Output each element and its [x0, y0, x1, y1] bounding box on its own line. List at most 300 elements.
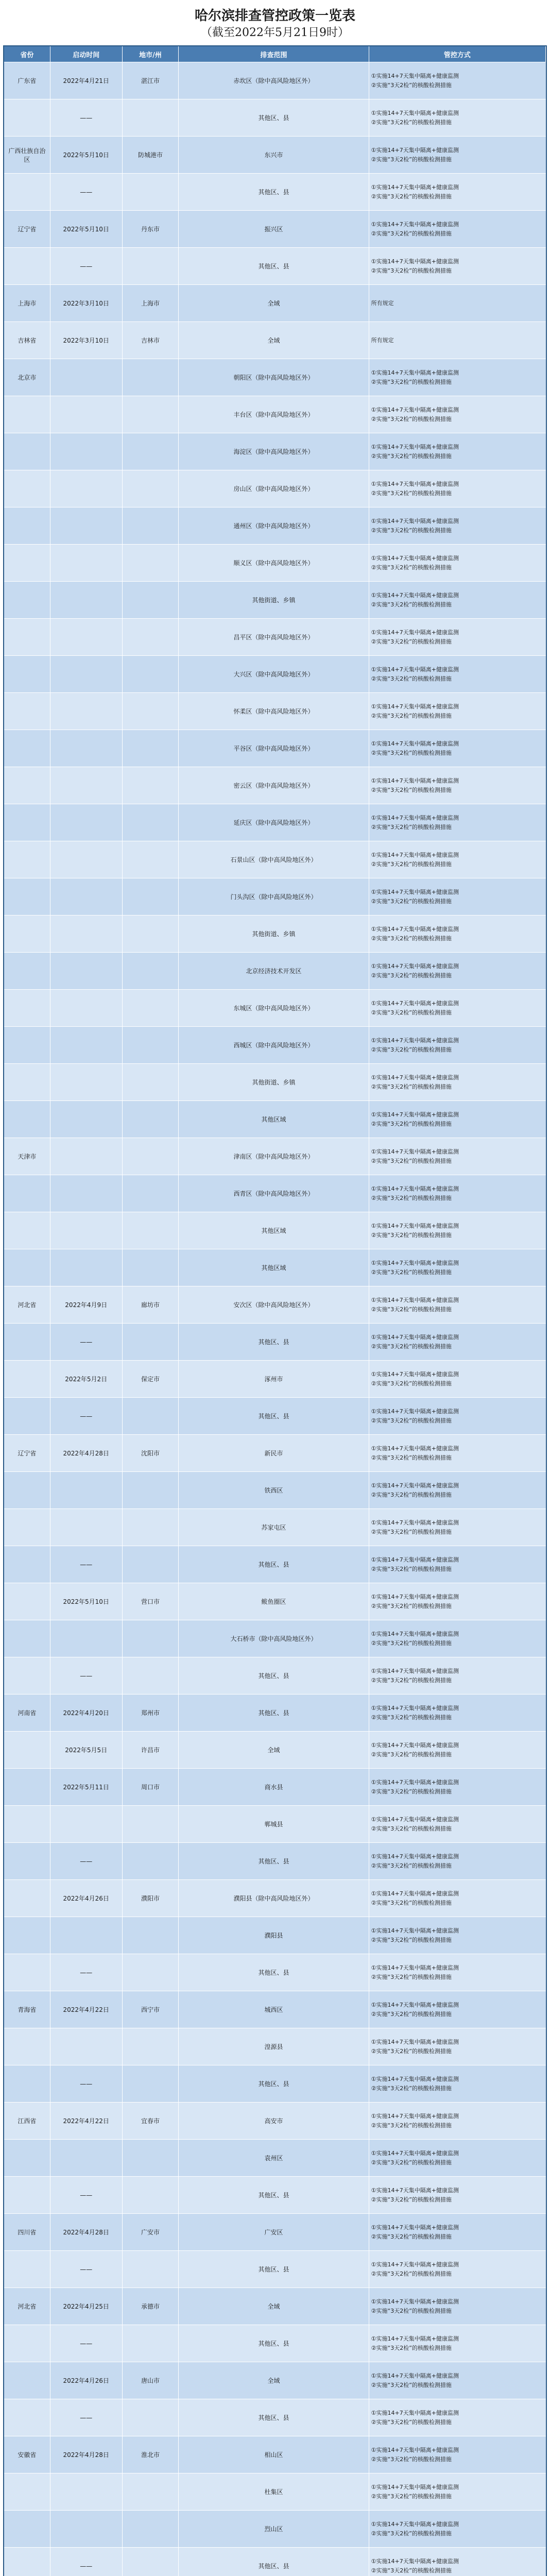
table-row — [4, 2065, 546, 2102]
cell-city — [123, 841, 179, 878]
cell-mode — [369, 1917, 546, 1954]
table-row — [4, 1360, 546, 1397]
cell-city: 防城港市 — [123, 137, 179, 173]
cell-mode — [369, 2177, 546, 2213]
mode-line: ①实施14+7天集中隔离+健康监测 — [371, 1816, 459, 1823]
cell-mode — [369, 470, 546, 507]
cell-scope: 顺义区（除中高风险地区外） — [179, 545, 369, 581]
cell-province — [4, 878, 50, 915]
cell-city — [123, 1917, 179, 1954]
cell-mode — [369, 953, 546, 989]
table-row — [4, 284, 546, 321]
cell-mode — [369, 1509, 546, 1546]
mode-line: ②实施“3天2检”的核酸检测措施 — [371, 230, 452, 237]
cell-mode — [369, 2511, 546, 2547]
mode-line: ②实施“3天2检”的核酸检测措施 — [371, 1194, 452, 1201]
cell-scope: 其他区、县 — [179, 2251, 369, 2287]
cell-date: —— — [50, 248, 123, 284]
table-row — [4, 581, 546, 618]
table-row — [4, 507, 546, 544]
cell-date — [50, 730, 123, 767]
cell-mode — [369, 2288, 546, 2325]
cell-province — [4, 953, 50, 989]
mode-line: ①实施14+7天集中隔离+健康监测 — [371, 1964, 459, 1971]
mode-line: ②实施“3天2检”的核酸检测措施 — [371, 675, 452, 682]
cell-city: 沈阳市 — [123, 1435, 179, 1471]
mode-line: ②实施“3天2检”的核酸检测措施 — [371, 972, 452, 979]
mode-line: ②实施“3天2检”的核酸检测措施 — [371, 1936, 452, 1943]
mode-line: ①实施14+7天集中隔离+健康监测 — [371, 1296, 459, 1303]
cell-city: 周口市 — [123, 1769, 179, 1805]
cell-date: 2022年5月10日 — [50, 137, 123, 173]
mode-line: ②实施“3天2检”的核酸检测措施 — [371, 1639, 452, 1647]
cell-mode — [369, 1694, 546, 1731]
cell-mode — [369, 1620, 546, 1657]
cell-scope: 津南区（除中高风险地区外） — [179, 1138, 369, 1175]
mode-line: ①实施14+7天集中隔离+健康监测 — [371, 851, 459, 858]
cell-date — [50, 1472, 123, 1509]
mode-line: ②实施“3天2检”的核酸检测措施 — [371, 2084, 452, 2092]
cell-mode — [369, 767, 546, 804]
cell-scope: 其他区、县 — [179, 1398, 369, 1434]
cell-date: —— — [50, 2177, 123, 2213]
page-subtitle: （截至2022年5月21日9时） — [201, 26, 349, 39]
cell-date: —— — [50, 1843, 123, 1879]
cell-mode — [369, 2251, 546, 2287]
cell-city — [123, 470, 179, 507]
cell-province — [4, 1732, 50, 1768]
mode-line: ①实施14+7天集中隔离+健康监测 — [371, 740, 459, 747]
cell-province: 吉林省 — [4, 322, 50, 359]
mode-line: ②实施“3天2检”的核酸检测措施 — [371, 81, 452, 89]
table-row — [4, 2362, 546, 2399]
table-row — [4, 2176, 546, 2213]
cell-province — [4, 2548, 50, 2576]
mode-line: ①实施14+7天集中隔离+健康监测 — [371, 2372, 459, 2379]
mode-line: ①实施14+7天集中隔离+健康监测 — [371, 2001, 459, 2008]
cell-province: 上海市 — [4, 285, 50, 321]
cell-date: 2022年5月2日 — [50, 1361, 123, 1397]
table-row — [4, 1323, 546, 1360]
table-row — [4, 2547, 546, 2576]
mode-line: ①实施14+7天集中隔离+健康监测 — [371, 1556, 459, 1563]
cell-date: —— — [50, 1324, 123, 1360]
cell-province: 河北省 — [4, 2288, 50, 2325]
cell-province — [4, 470, 50, 507]
cell-city — [123, 2473, 179, 2510]
table-row — [4, 730, 546, 767]
cell-scope: 杜集区 — [179, 2473, 369, 2510]
mode-line: ②实施“3天2检”的核酸检测措施 — [371, 2196, 452, 2203]
cell-mode — [369, 2436, 546, 2473]
cell-province: 辽宁省 — [4, 1435, 50, 1471]
cell-mode — [369, 804, 546, 841]
cell-city — [123, 804, 179, 841]
cell-province — [4, 1769, 50, 1805]
cell-city — [123, 99, 179, 136]
cell-mode — [369, 990, 546, 1026]
cell-mode — [369, 1991, 546, 2028]
table-row — [4, 2325, 546, 2362]
table-row — [4, 1879, 546, 1917]
mode-line: ②实施“3天2检”的核酸检测措施 — [371, 1602, 452, 1609]
cell-province: 辽宁省 — [4, 211, 50, 247]
mode-line: ①实施14+7天集中隔离+健康监测 — [371, 2224, 459, 2231]
mode-line: ①实施14+7天集中隔离+健康监测 — [371, 1741, 459, 1749]
cell-scope: 东兴市 — [179, 137, 369, 173]
mode-line: ②实施“3天2检”的核酸检测措施 — [371, 527, 452, 534]
cell-date — [50, 1064, 123, 1100]
mode-line: ①实施14+7天集中隔离+健康监测 — [371, 2187, 459, 2194]
cell-city — [123, 619, 179, 655]
mode-line: ①实施14+7天集中隔离+健康监测 — [371, 1111, 459, 1118]
mode-line: ①实施14+7天集中隔离+健康监测 — [371, 72, 459, 79]
header-date: 启动时间 — [50, 46, 123, 62]
mode-line: ①实施14+7天集中隔离+健康监测 — [371, 814, 459, 821]
table-row — [4, 359, 546, 396]
cell-mode — [369, 174, 546, 210]
cell-scope: 振兴区 — [179, 211, 369, 247]
cell-city — [123, 433, 179, 470]
table-row — [4, 136, 546, 173]
cell-date — [50, 2028, 123, 2065]
mode-line: ②实施“3天2检”的核酸检测措施 — [371, 1565, 452, 1572]
cell-date — [50, 990, 123, 1026]
mode-line: ②实施“3天2检”的核酸检测措施 — [371, 601, 452, 608]
mode-line: ②实施“3天2检”的核酸检测措施 — [371, 1380, 452, 1387]
cell-scope: 门头沟区（除中高风险地区外） — [179, 878, 369, 915]
cell-mode — [369, 1027, 546, 1063]
cell-province: 河南省 — [4, 1694, 50, 1731]
cell-mode — [369, 2103, 546, 2139]
mode-line: ①实施14+7天集中隔离+健康监测 — [371, 554, 459, 562]
mode-line: ①实施14+7天集中隔离+健康监测 — [371, 1927, 459, 1934]
table-row — [4, 1212, 546, 1249]
cell-province — [4, 2140, 50, 2176]
cell-province — [4, 1917, 50, 1954]
cell-date — [50, 507, 123, 544]
cell-city — [123, 1249, 179, 1286]
cell-date — [50, 1509, 123, 1546]
table-row — [4, 247, 546, 284]
table-row — [4, 1842, 546, 1879]
cell-scope: 湟源县 — [179, 2028, 369, 2065]
cell-scope: 其他区、县 — [179, 1657, 369, 1694]
mode-line: ②实施“3天2检”的核酸检测措施 — [371, 1676, 452, 1684]
cell-city: 许昌市 — [123, 1732, 179, 1768]
mode-line: ②实施“3天2检”的核酸检测措施 — [371, 860, 452, 868]
cell-city: 西宁市 — [123, 1991, 179, 2028]
cell-scope: 全域 — [179, 2288, 369, 2325]
cell-province: 青海省 — [4, 1991, 50, 2028]
table-row — [4, 2510, 546, 2547]
policy-table-header — [4, 46, 546, 62]
mode-line: ①实施14+7天集中隔离+健康监测 — [371, 2483, 459, 2490]
table-row — [4, 2436, 546, 2473]
mode-line: ①实施14+7天集中隔离+健康监测 — [371, 2112, 459, 2120]
cell-date: —— — [50, 174, 123, 210]
cell-date — [50, 2511, 123, 2547]
cell-city: 宜春市 — [123, 2103, 179, 2139]
cell-scope: 其他区、县 — [179, 2177, 369, 2213]
mode-line: ②实施“3天2检”的核酸检测措施 — [371, 1788, 452, 1795]
cell-province — [4, 619, 50, 655]
cell-scope: 平谷区（除中高风险地区外） — [179, 730, 369, 767]
mode-line: ①实施14+7天集中隔离+健康监测 — [371, 2261, 459, 2268]
cell-scope: 袁州区 — [179, 2140, 369, 2176]
cell-mode — [369, 359, 546, 396]
cell-province — [4, 2065, 50, 2102]
mode-line: ②实施“3天2检”的核酸检测措施 — [371, 2307, 452, 2314]
mode-line: ②实施“3天2检”的核酸检测措施 — [371, 1083, 452, 1090]
table-row — [4, 1805, 546, 1842]
mode-line: ①实施14+7天集中隔离+健康监测 — [371, 591, 459, 599]
cell-date: —— — [50, 99, 123, 136]
cell-province: 四川省 — [4, 2214, 50, 2250]
cell-province — [4, 2511, 50, 2547]
table-row — [4, 1620, 546, 1657]
cell-scope: 安次区（除中高风险地区外） — [179, 1286, 369, 1323]
cell-city — [123, 2251, 179, 2287]
mode-line: ①实施14+7天集中隔离+健康监测 — [371, 1890, 459, 1897]
cell-date: —— — [50, 2251, 123, 2287]
table-row — [4, 1694, 546, 1731]
cell-mode — [369, 1583, 546, 1620]
table-row — [4, 1768, 546, 1805]
table-row — [4, 2473, 546, 2510]
cell-province — [4, 1880, 50, 1917]
cell-date — [50, 1138, 123, 1175]
table-row — [4, 655, 546, 692]
cell-province — [4, 841, 50, 878]
table-row — [4, 915, 546, 952]
cell-province: 北京市 — [4, 359, 50, 396]
cell-scope: 城西区 — [179, 1991, 369, 2028]
cell-date — [50, 396, 123, 433]
table-row — [4, 1138, 546, 1175]
cell-province — [4, 582, 50, 618]
mode-line: ②实施“3天2检”的核酸检测措施 — [371, 1046, 452, 1053]
table-row — [4, 1026, 546, 1063]
page-title: 哈尔滨排查管控政策一览表 — [194, 8, 355, 24]
mode-line: ②实施“3天2检”的核酸检测措施 — [371, 1417, 452, 1424]
mode-line: ①实施14+7天集中隔离+健康监测 — [371, 2038, 459, 2045]
cell-scope: 鲅鱼圈区 — [179, 1583, 369, 1620]
cell-city — [123, 2325, 179, 2362]
cell-scope: 密云区（除中高风险地区外） — [179, 767, 369, 804]
cell-date: 2022年5月10日 — [50, 211, 123, 247]
cell-mode — [369, 1546, 546, 1583]
cell-mode — [369, 2028, 546, 2065]
cell-date — [50, 767, 123, 804]
cell-scope: 其他区、县 — [179, 2399, 369, 2436]
cell-city — [123, 248, 179, 284]
mode-line: ②实施“3天2检”的核酸检测措施 — [371, 1862, 452, 1869]
header-scope: 排查范围 — [179, 46, 369, 62]
cell-scope: 濮阳县（除中高风险地区外） — [179, 1880, 369, 1917]
cell-province — [4, 1324, 50, 1360]
cell-date — [50, 1101, 123, 1138]
cell-scope: 赤坎区（除中高风险地区外） — [179, 62, 369, 99]
mode-line: ②实施“3天2检”的核酸检测措施 — [371, 2493, 452, 2500]
mode-line: ②实施“3天2检”的核酸检测措施 — [371, 1899, 452, 1906]
table-row — [4, 767, 546, 804]
mode-line: ①实施14+7天集中隔离+健康监测 — [371, 999, 459, 1007]
mode-line: ①实施14+7天集中隔离+健康监测 — [371, 369, 459, 376]
cell-province — [4, 396, 50, 433]
cell-city — [123, 507, 179, 544]
cell-province: 广东省 — [4, 62, 50, 99]
mode-line: ①实施14+7天集中隔离+健康监测 — [371, 1853, 459, 1860]
cell-scope: 铁西区 — [179, 1472, 369, 1509]
cell-province: 安徽省 — [4, 2436, 50, 2473]
cell-scope: 广安区 — [179, 2214, 369, 2250]
cell-province — [4, 1657, 50, 1694]
cell-mode — [369, 730, 546, 767]
cell-scope: 其他区、县 — [179, 1843, 369, 1879]
cell-scope: 通州区（除中高风险地区外） — [179, 507, 369, 544]
cell-scope: 其他区、县 — [179, 1954, 369, 1991]
cell-mode — [369, 1657, 546, 1694]
mode-line: ①实施14+7天集中隔离+健康监测 — [371, 146, 459, 154]
cell-date: 2022年4月9日 — [50, 1286, 123, 1323]
cell-province — [4, 730, 50, 767]
mode-line: ①实施14+7天集中隔离+健康监测 — [371, 221, 459, 228]
cell-city — [123, 2548, 179, 2576]
cell-mode — [369, 2325, 546, 2362]
mode-line: ②实施“3天2检”的核酸检测措施 — [371, 1231, 452, 1239]
cell-date — [50, 804, 123, 841]
cell-mode — [369, 916, 546, 952]
cell-mode — [369, 2065, 546, 2102]
cell-date: —— — [50, 1546, 123, 1583]
cell-date — [50, 433, 123, 470]
mode-line: ①实施14+7天集中隔离+健康监测 — [371, 109, 459, 116]
cell-province — [4, 1398, 50, 1434]
policy-table — [3, 45, 547, 2576]
cell-province — [4, 1249, 50, 1286]
cell-scope: 怀柔区（除中高风险地区外） — [179, 693, 369, 730]
mode-line: ①实施14+7天集中隔离+健康监测 — [371, 1148, 459, 1155]
table-row — [4, 1249, 546, 1286]
mode-line: ②实施“3天2检”的核酸检测措施 — [371, 1825, 452, 1832]
cell-date — [50, 878, 123, 915]
cell-mode — [369, 396, 546, 433]
cell-mode — [369, 1732, 546, 1768]
cell-city: 广安市 — [123, 2214, 179, 2250]
table-row — [4, 173, 546, 210]
cell-date: 2022年4月21日 — [50, 62, 123, 99]
mode-line: ①实施14+7天集中隔离+健康监测 — [371, 1482, 459, 1489]
cell-scope: 郸城县 — [179, 1806, 369, 1842]
mode-line: ①实施14+7天集中隔离+健康监测 — [371, 1408, 459, 1415]
cell-city — [123, 1657, 179, 1694]
cell-city — [123, 990, 179, 1026]
mode-line: ①实施14+7天集中隔离+健康监测 — [371, 1370, 459, 1378]
cell-date: 2022年4月22日 — [50, 1991, 123, 2028]
mode-line: ②实施“3天2检”的核酸检测措施 — [371, 897, 452, 905]
mode-line: ②实施“3天2检”的核酸检测措施 — [371, 1009, 452, 1016]
cell-scope: 其他区、县 — [179, 1546, 369, 1583]
mode-line: ②实施“3天2检”的核酸检测措施 — [371, 156, 452, 163]
cell-city — [123, 1472, 179, 1509]
table-row — [4, 952, 546, 989]
cell-city — [123, 2177, 179, 2213]
cell-province — [4, 507, 50, 544]
cell-mode — [369, 1249, 546, 1286]
mode-line: ②实施“3天2检”的核酸检测措施 — [371, 1454, 452, 1461]
table-row — [4, 470, 546, 507]
cell-scope: 其他区、县 — [179, 1694, 369, 1731]
cell-scope: 其他区、县 — [179, 1324, 369, 1360]
table-row — [4, 1731, 546, 1768]
cell-scope: 其他区、县 — [179, 2065, 369, 2102]
mode-line: ①实施14+7天集中隔离+健康监测 — [371, 1704, 459, 1711]
cell-date — [50, 582, 123, 618]
table-row — [4, 433, 546, 470]
mode-line: ②实施“3天2检”的核酸检测措施 — [371, 489, 452, 497]
mode-line: ②实施“3天2检”的核酸检测措施 — [371, 1528, 452, 1535]
cell-date: —— — [50, 1954, 123, 1991]
table-row — [4, 692, 546, 730]
cell-province — [4, 1954, 50, 1991]
cell-scope: 丰台区（除中高风险地区外） — [179, 396, 369, 433]
cell-mode — [369, 545, 546, 581]
cell-mode — [369, 1175, 546, 1212]
mode-line: ②实施“3天2检”的核酸检测措施 — [371, 1751, 452, 1758]
table-row — [4, 618, 546, 655]
cell-province — [4, 2362, 50, 2399]
cell-date: —— — [50, 2065, 123, 2102]
cell-scope: 新民市 — [179, 1435, 369, 1471]
cell-scope: 苏家屯区 — [179, 1509, 369, 1546]
mode-line: ②实施“3天2检”的核酸检测措施 — [371, 1714, 452, 1721]
mode-line: ①实施14+7天集中隔离+健康监测 — [371, 1519, 459, 1526]
mode-line: ①实施14+7天集中隔离+健康监测 — [371, 258, 459, 265]
table-row — [4, 2287, 546, 2325]
cell-city — [123, 656, 179, 692]
cell-date: —— — [50, 2325, 123, 2362]
cell-province — [4, 693, 50, 730]
policy-table-body — [4, 62, 546, 2576]
cell-date: 2022年4月28日 — [50, 1435, 123, 1471]
cell-date — [50, 656, 123, 692]
cell-mode — [369, 1843, 546, 1879]
cell-mode — [369, 582, 546, 618]
cell-city — [123, 1324, 179, 1360]
mode-line: ②实施“3天2检”的核酸检测措施 — [371, 267, 452, 274]
cell-date: 2022年3月10日 — [50, 285, 123, 321]
mode-line: ②实施“3天2检”的核酸检测措施 — [371, 2455, 452, 2463]
cell-city — [123, 730, 179, 767]
header-province: 省份 — [4, 46, 50, 62]
cell-city — [123, 1398, 179, 1434]
table-row — [4, 321, 546, 359]
mode-line: ②实施“3天2检”的核酸检测措施 — [371, 118, 452, 126]
mode-line: ①实施14+7天集中隔离+健康监测 — [371, 1667, 459, 1674]
cell-scope: 大兴区（除中高风险地区外） — [179, 656, 369, 692]
table-row — [4, 2139, 546, 2176]
mode-line: ①实施14+7天集中隔离+健康监测 — [371, 480, 459, 487]
cell-mode — [369, 285, 546, 321]
cell-province — [4, 1064, 50, 1100]
mode-line: ①实施14+7天集中隔离+健康监测 — [371, 2149, 459, 2157]
cell-date: —— — [50, 1398, 123, 1434]
cell-mode — [369, 878, 546, 915]
table-row — [4, 396, 546, 433]
cell-scope: 其他区域 — [179, 1101, 369, 1138]
cell-city: 上海市 — [123, 285, 179, 321]
